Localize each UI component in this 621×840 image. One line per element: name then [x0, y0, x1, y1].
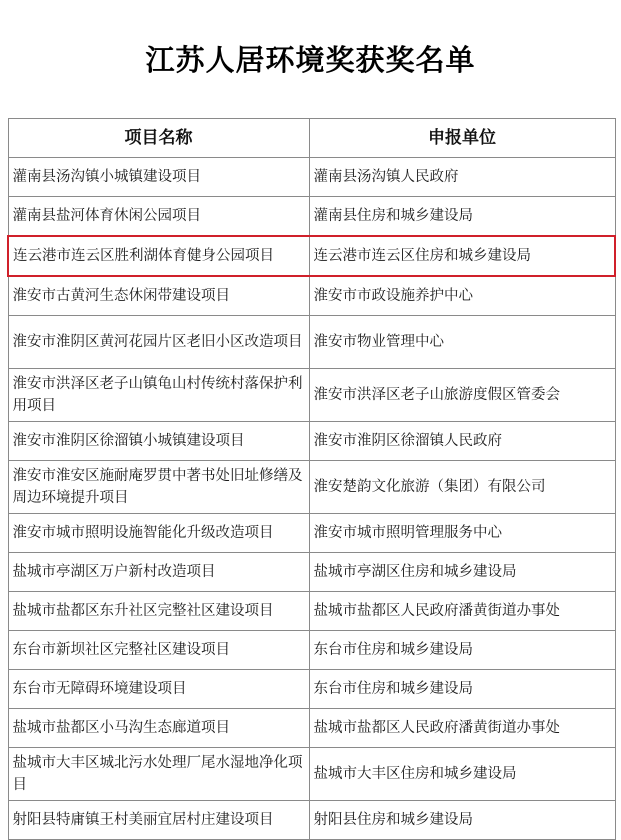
project-name: 连云港市连云区胜利湖体育健身公园项目	[13, 248, 274, 264]
document-title: 江苏人居环境奖获奖名单	[145, 43, 476, 77]
project-name-cell	[8, 670, 309, 709]
project-name: 盐城市盐都区东升社区完整社区建设项目	[12, 603, 274, 619]
table-row	[8, 748, 615, 801]
applicant-unit-cell	[309, 369, 615, 422]
table-row-highlighted	[8, 236, 615, 276]
table-row	[8, 316, 615, 369]
table-row	[8, 670, 615, 709]
project-name: 盐城市盐都区小马沟生态廊道项目	[12, 720, 230, 736]
applicant-unit-cell	[309, 197, 615, 237]
applicant-unit: 灌南县住房和城乡建设局	[313, 208, 473, 224]
project-name-cell	[8, 316, 309, 369]
applicant-unit-cell	[309, 236, 615, 276]
project-name: 灌南县汤沟镇小城镇建设项目	[12, 169, 201, 185]
applicant-unit-cell	[309, 514, 615, 553]
applicant-unit-cell	[309, 748, 615, 801]
applicant-unit-cell	[309, 631, 615, 670]
table-row	[8, 422, 615, 461]
applicant-unit-cell	[309, 422, 615, 461]
project-name: 东台市新坝社区完整社区建设项目	[12, 642, 230, 658]
applicant-unit: 淮安楚韵文化旅游（集团）有限公司	[313, 479, 546, 495]
table-row	[8, 631, 615, 670]
applicant-unit-cell	[309, 158, 615, 197]
table-row	[8, 276, 615, 316]
applicant-unit-cell	[309, 670, 615, 709]
project-name-cell	[8, 369, 309, 422]
table-body	[8, 158, 615, 840]
project-name: 射阳县特庸镇王村美丽宜居村庄建设项目	[12, 812, 274, 828]
project-name-cell	[8, 748, 309, 801]
column-header-project: 项目名称	[8, 119, 309, 158]
applicant-unit: 连云港市连云区住房和城乡建设局	[313, 248, 531, 264]
table-row	[8, 514, 615, 553]
applicant-unit: 灌南县汤沟镇人民政府	[313, 169, 459, 185]
project-name: 淮安市城市照明设施智能化升级改造项目	[12, 525, 274, 541]
project-name-cell	[8, 592, 309, 631]
applicant-unit: 淮安市物业管理中心	[313, 334, 444, 350]
project-name-cell	[8, 422, 309, 461]
project-name: 淮安市古黄河生态休闲带建设项目	[12, 288, 230, 304]
award-table	[7, 118, 616, 840]
applicant-unit: 盐城市盐都区人民政府潘黄街道办事处	[313, 603, 560, 619]
project-name: 淮安市洪泽区老子山镇龟山村传统村落保护利用项目	[12, 376, 303, 414]
table-row	[8, 461, 615, 514]
table-row	[8, 158, 615, 197]
applicant-unit-cell	[309, 461, 615, 514]
table-row	[8, 709, 615, 748]
applicant-unit: 盐城市盐都区人民政府潘黄街道办事处	[313, 720, 560, 736]
project-name: 盐城市大丰区城北污水处理厂尾水湿地净化项目	[12, 755, 303, 793]
applicant-unit-cell	[309, 276, 615, 316]
project-name-cell	[8, 631, 309, 670]
applicant-unit: 淮安市城市照明管理服务中心	[313, 525, 502, 541]
project-name-cell	[8, 197, 309, 237]
applicant-unit-cell	[309, 316, 615, 369]
table-row	[8, 592, 615, 631]
project-name: 东台市无障碍环境建设项目	[12, 681, 187, 697]
table-row	[8, 553, 615, 592]
applicant-unit: 东台市住房和城乡建设局	[313, 681, 473, 697]
project-name-cell	[8, 553, 309, 592]
project-name-cell	[8, 514, 309, 553]
project-name: 灌南县盐河体育休闲公园项目	[12, 208, 201, 224]
applicant-unit: 射阳县住房和城乡建设局	[313, 812, 473, 828]
applicant-unit: 淮安市市政设施养护中心	[313, 288, 473, 304]
project-name: 淮安市淮阴区黄河花园片区老旧小区改造项目	[12, 334, 303, 350]
project-name-cell	[8, 709, 309, 748]
applicant-unit-cell	[309, 553, 615, 592]
project-name-cell	[8, 276, 309, 316]
project-name: 淮安市淮阴区徐溜镇小城镇建设项目	[12, 433, 245, 449]
applicant-unit-cell	[309, 709, 615, 748]
project-name-cell	[8, 158, 309, 197]
applicant-unit: 盐城市大丰区住房和城乡建设局	[313, 766, 517, 782]
table-row	[8, 197, 615, 237]
project-name-cell	[8, 461, 309, 514]
applicant-unit: 东台市住房和城乡建设局	[313, 642, 473, 658]
table-row	[8, 369, 615, 422]
column-header-unit: 申报单位	[309, 119, 615, 158]
applicant-unit: 盐城市亭湖区住房和城乡建设局	[313, 564, 517, 580]
table-header-row	[8, 119, 615, 158]
applicant-unit: 淮安市洪泽区老子山旅游度假区管委会	[313, 387, 560, 403]
project-name: 盐城市亭湖区万户新村改造项目	[12, 564, 216, 580]
project-name-cell	[8, 236, 309, 276]
project-name: 淮安市淮安区施耐庵罗贯中著书处旧址修缮及周边环境提升项目	[12, 468, 303, 506]
applicant-unit: 淮安市淮阴区徐溜镇人民政府	[313, 433, 502, 449]
applicant-unit-cell	[309, 592, 615, 631]
